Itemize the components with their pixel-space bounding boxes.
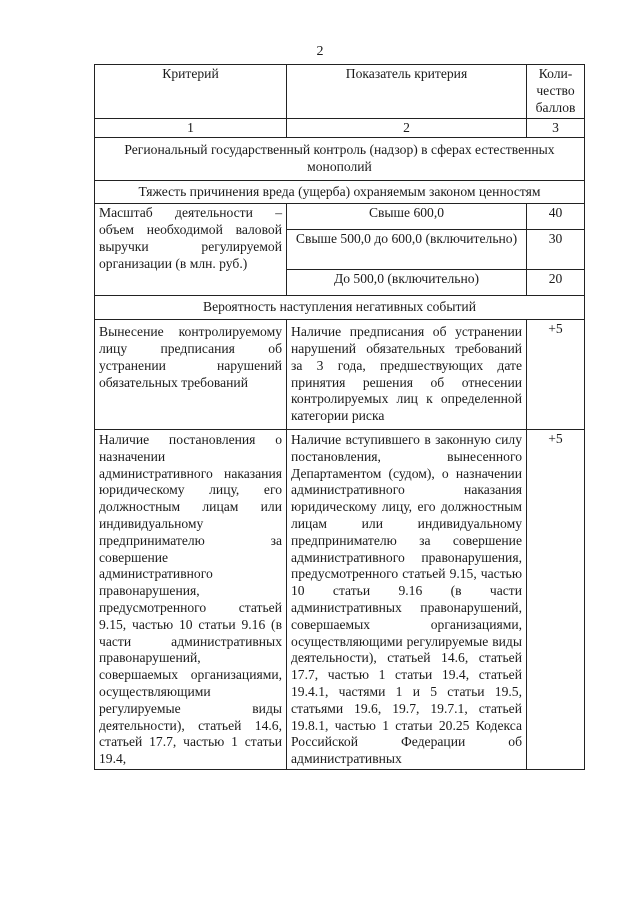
scale-indicator-2: Свыше 500,0 до 600,0 (включительно) <box>287 230 527 270</box>
section-title: Региональный государственный контроль (надзор) в сферах естественных монополий <box>95 138 585 181</box>
criterion-1: Вынесение контролируемому лицу предписания об устранении нарушений обязательных требований <box>95 320 287 430</box>
scale-indicator-1: Свыше 600,0 <box>287 204 527 230</box>
indicator-1: Наличие предписания об устранении нарушений обязательных требований за 3 года, предшествующих дате принятия решения об отнесении контролируемых лиц к определенной категории риска <box>287 320 527 430</box>
criterion-row-1 <box>95 320 585 430</box>
header-row <box>95 65 585 119</box>
scale-indicator-3: До 500,0 (включительно) <box>287 270 527 296</box>
scale-points-1: 40 <box>527 204 585 230</box>
scale-criterion: Масштаб деятельности – объем необходимой валовой выручки регулируемой организации (в млн. руб.) <box>95 204 287 296</box>
probability-title: Вероятность наступления негативных событий <box>95 296 585 320</box>
criterion-row-2 <box>95 429 585 769</box>
column-number-2: 2 <box>287 119 527 138</box>
header-points: Коли-чество баллов <box>527 65 585 119</box>
severity-title: Тяжесть причинения вреда (ущерба) охраняемым законом ценностям <box>95 180 585 204</box>
indicator-2: Наличие вступившего в законную силу постановления, вынесенного Департаментом (судом), о назначении административного наказания юридическому лицу, его должностным лицам или индивидуальному предпринимателю за совершение административного правонарушения, предусмотренного статьей 9.15, частью 10 статьи 9.16 (в части административных правонарушений, совершаемых организациями, осуществляющими регулируемые виды деятельности), статьей 14.6, статьей 17.7, частью 1 статьи 19.4, статьей 19.4.1, частями 1 и 5 статьи 19.5, статьями 19.6, 19.7, 19.7.1, статьей 19.8.1, частью 1 статьи 20.25 Кодекса Российской Федерации об административных <box>287 429 527 769</box>
scale-points-2: 30 <box>527 230 585 270</box>
header-indicator: Показатель критерия <box>287 65 527 119</box>
scale-points-3: 20 <box>527 270 585 296</box>
scale-row-1 <box>95 204 585 230</box>
points-2: +5 <box>527 429 585 769</box>
probability-title-row <box>95 296 585 320</box>
criterion-2: Наличие постановления о назначении административного наказания юридическому лицу, его должностным лицам или индивидуальному предпринимателю за совершение административного правонарушения, предусмотренного статьей 9.15, частью 10 статьи 9.16 (в части административных правонарушений, совершаемых организациями, осуществляющими регулируемые виды деятельности), статьей 14.6, статьей 17.7, частью 1 статьи 19.4, <box>95 429 287 769</box>
column-number-1: 1 <box>95 119 287 138</box>
column-number-3: 3 <box>527 119 585 138</box>
column-number-row <box>95 119 585 138</box>
page-number: 2 <box>316 44 324 59</box>
severity-title-row <box>95 180 585 204</box>
criteria-table <box>94 64 585 770</box>
header-criterion: Критерий <box>95 65 287 119</box>
points-1: +5 <box>527 320 585 430</box>
section-title-row <box>95 138 585 181</box>
